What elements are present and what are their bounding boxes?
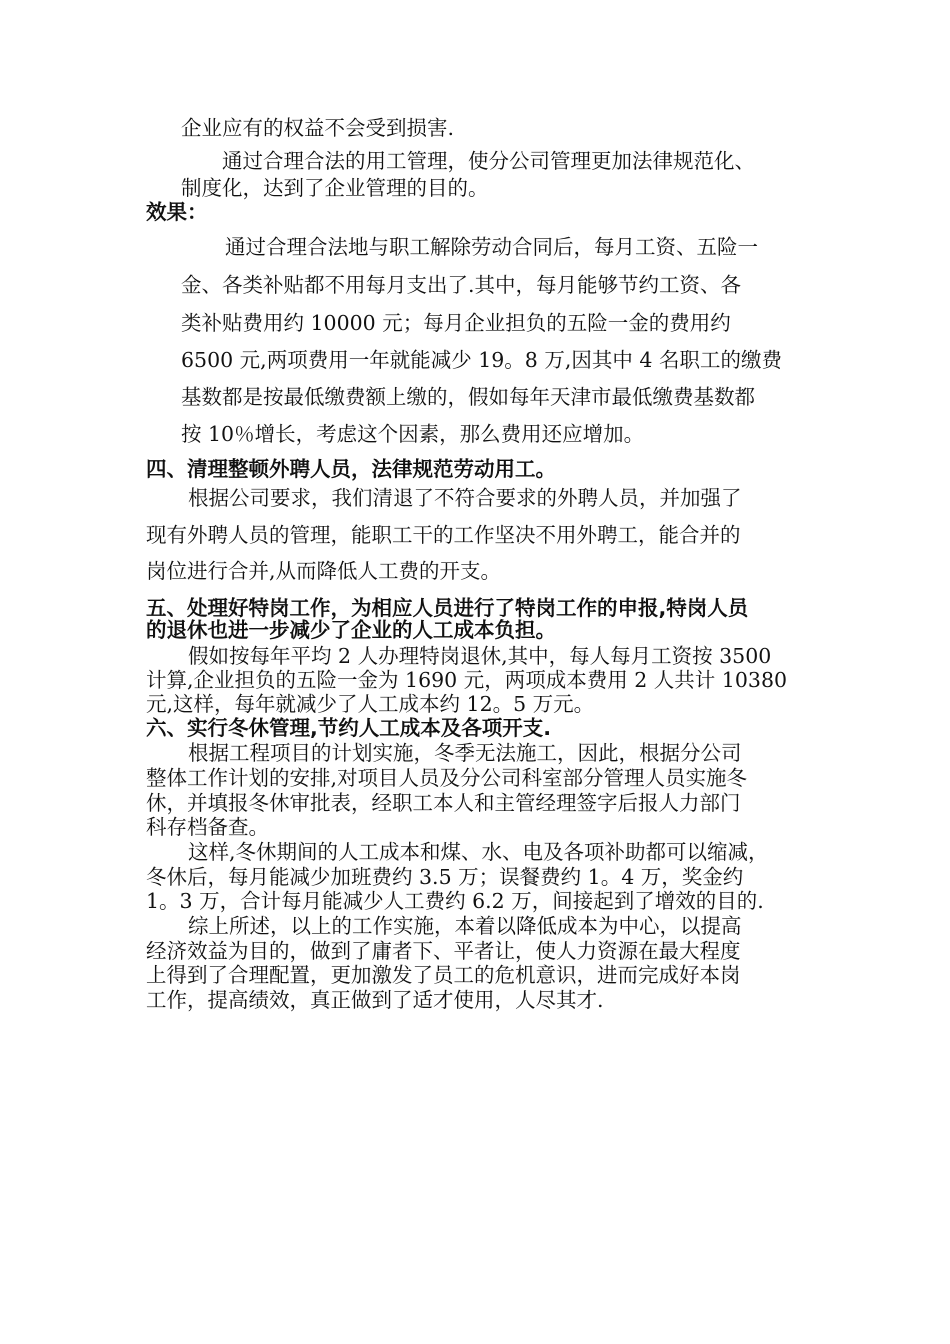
section-6-p1-line-1: 根据工程项目的计划实施，冬季无法施工，因此，根据分公司 (188, 741, 742, 765)
section-6-p3-line-1: 综上所述，以上的工作实施，本着以降低成本为中心，以提高 (188, 914, 742, 938)
section-4-heading: 四、清理整顿外聘人员，法律规范劳动用工。 (146, 457, 556, 481)
section-4-line-2: 现有外聘人员的管理，能职工干的工作坚决不用外聘工，能合并的 (146, 523, 741, 547)
intro-line-3: 制度化，达到了企业管理的目的。 (181, 176, 489, 200)
section-6-p3-line-4: 工作，提高绩效，真正做到了适才使用，人尽其才. (146, 988, 604, 1012)
section-5-heading-line-2: 的退休也进一步减少了企业的人工成本负担。 (146, 618, 556, 642)
effect-line-6: 按 10％增长，考虑这个因素，那么费用还应增加。 (181, 422, 645, 446)
section-5-line-2: 计算,企业担负的五险一金为 1690 元，两项成本费用 2 人共计 10380 (146, 668, 788, 692)
section-6-p3-line-3: 上得到了合理配置，更加激发了员工的危机意识，进而完成好本岗 (146, 963, 741, 987)
section-4-line-1: 根据公司要求，我们清退了不符合要求的外聘人员，并加强了 (188, 486, 742, 510)
effect-line-4: 6500 元,两项费用一年就能减少 19。8 万,因其中 4 名职工的缴费 (181, 348, 782, 372)
section-6-p1-line-4: 科存档备查。 (146, 815, 269, 839)
section-6-p2-line-3: 1。3 万，合计每月能减少人工费约 6.2 万，间接起到了增效的目的. (146, 889, 764, 913)
intro-line-1: 企业应有的权益不会受到损害. (181, 116, 455, 140)
section-6-p3-line-2: 经济效益为目的，做到了庸者下、平者让，使人力资源在最大程度 (146, 939, 741, 963)
section-5-line-1: 假如按每年平均 2 人办理特岗退休,其中，每人每月工资按 3500 (188, 644, 772, 668)
section-6-p1-line-2: 整体工作计划的安排,对项目人员及分公司科室部分管理人员实施冬 (146, 766, 748, 790)
section-5-line-3: 元,这样，每年就减少了人工成本约 12。5 万元。 (146, 692, 595, 716)
intro-line-2: 通过合理合法的用工管理，使分公司管理更加法律规范化、 (222, 149, 755, 173)
section-6-p2-line-2: 冬休后，每月能减少加班费约 3.5 万；误餐费约 1。4 万，奖金约 (146, 865, 744, 889)
section-6-p1-line-3: 休，并填报冬休审批表，经职工本人和主管经理签字后报人力部门 (146, 791, 741, 815)
section-4-line-3: 岗位进行合并,从而降低人工费的开支。 (146, 559, 502, 583)
section-6-heading: 六、实行冬休管理,节约人工成本及各项开支. (146, 716, 552, 740)
section-6-p2-line-1: 这样,冬休期间的人工成本和煤、水、电及各项补助都可以缩减， (188, 840, 769, 864)
section-5-heading-line-1: 五、处理好特岗工作，为相应人员进行了特岗工作的申报,特岗人员 (146, 596, 749, 620)
effect-line-2: 金、各类补贴都不用每月支出了.其中，每月能够节约工资、各 (181, 273, 742, 297)
effect-line-3: 类补贴费用约 10000 元；每月企业担负的五险一金的费用约 (181, 311, 731, 335)
effect-line-1: 通过合理合法地与职工解除劳动合同后，每月工资、五险一 (225, 235, 758, 259)
effect-line-5: 基数都是按最低缴费额上缴的，假如每年天津市最低缴费基数都 (181, 385, 755, 409)
effect-heading: 效果： (146, 200, 208, 224)
